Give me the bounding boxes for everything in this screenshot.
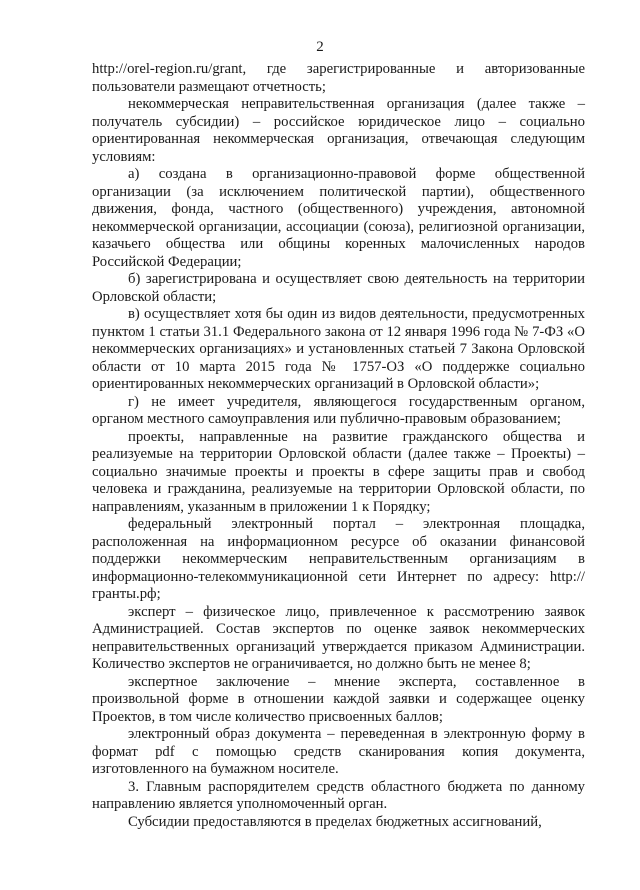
paragraph-condition-b: б) зарегистрирована и осуществляет свою деятельность на территории Орловской области; [92, 271, 585, 305]
paragraph-projects-definition: проекты, направленные на развитие гражданского общества и реализуемые на территории Орловской области (далее также – Проекты) – социально значимые проекты и проекты в сфере защиты прав и свобод человека и гражданина, реализуемые на территории Орловской области, по направлениям, указанным в приложении 1 к Порядку; [92, 428, 585, 515]
paragraph-subsidies-limit: Субсидии предоставляются в пределах бюджетных ассигнований, [128, 813, 542, 830]
paragraph-portal-reference: http://orel-region.ru/grant, где зарегистрированные и авторизованные пользователи размещают отчетность; [92, 61, 585, 95]
paragraph-condition-v: в) осуществляет хотя бы один из видов деятельности, предусмотренных пунктом 1 статьи 31.1 Федерального закона от 12 января 1996 года № 7-ФЗ «О некоммерческих организациях» и установленных статьей 7 Закона Орловской области от 10 марта 2015 года № 1757-ОЗ «О поддержке социально ориентированных некоммерческих организаций в Орловской области»; [92, 306, 585, 392]
paragraph-expert-definition: эксперт – физическое лицо, привлеченное к рассмотрению заявок Администрацией. Состав экспертов по оценке заявок некоммерческих неправительственных организаций утверждается приказом Администрации. Количество экспертов не ограничивается, но должно быть не менее 8; [92, 603, 585, 672]
paragraph-main-manager: 3. Главным распорядителем средств областного бюджета по данному направлению является уполномоченный орган. [92, 778, 585, 812]
paragraph-condition-g: г) не имеет учредителя, являющегося государственным органом, органом местного самоуправления или публично-правовым образованием; [92, 393, 585, 427]
page-number: 2 [316, 39, 324, 55]
paragraph-nko-definition: некоммерческая неправительственная организация (далее также – получатель субсидии) – российское юридическое лицо – социально ориентированная некоммерческая организация, отвечающая следующим условиям: [92, 96, 585, 165]
paragraph-expert-opinion-definition: экспертное заключение – мнение эксперта, составленное в произвольной форме в отношении каждой заявки и содержащее оценку Проектов, в том числе количество присвоенных баллов; [92, 673, 585, 725]
paragraph-federal-portal-definition: федеральный электронный портал – электронная площадка, расположенная на информационном ресурсе об оказании финансовой поддержки некоммерческим неправительственным организациям в информационно-телекоммуникационной сети Интернет по адресу: http://гранты.рф; [92, 516, 585, 602]
document-body [92, 61, 585, 831]
paragraph-condition-a: а) создана в организационно-правовой форме общественной организации (за исключением политической партии), общественного движения, фонда, частного (общественного) учреждения, автономной некоммерческой организации, ассоциации (союза), религиозной организации, казачьего общества или общины коренных малочисленных народов Российской Федерации; [92, 166, 585, 270]
paragraph-electronic-image-definition: электронный образ документа – переведенная в электронную форму в формат pdf с помощью средств сканирования копия документа, изготовленного на бумажном носителе. [92, 726, 585, 777]
